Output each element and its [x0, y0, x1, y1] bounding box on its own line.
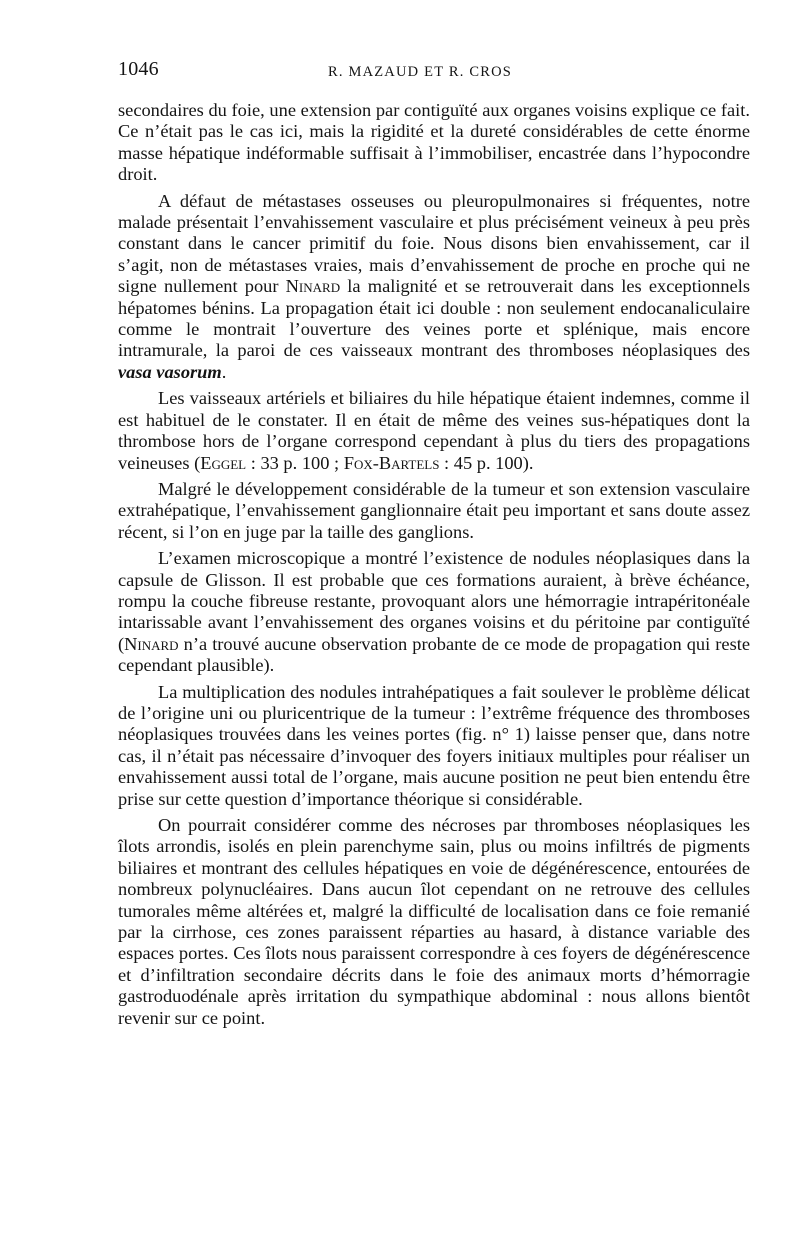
- text-run: : 45 p. 100).: [439, 452, 534, 473]
- paragraph: [118, 479, 750, 543]
- body-text: [118, 100, 750, 1034]
- text-run: secondaires du foie, une extension par contiguïté aux organes voisins explique ce fait. Ce n’était pas le cas ici, mais la rigidité et la dureté considérables de cette énorme masse hépatique indéformable suffisait à l’immobiliser, encastrée dans l’hypocondre droit.: [118, 100, 750, 185]
- text-run: On pourrait considérer comme des nécroses par thromboses néoplasiques les îlots arrondis, isolés en plein parenchyme sain, plus ou moins infiltrés de pigments biliaires et montrant des cellules hépatiques en voie de dégénérescence, entourées de nombreux polynucléaires. Dans aucun îlot cependant on ne retrouve des cellules tumorales même altérées et, malgré la difficulté de localisation dans ce foie remanié par la cirrhose, ces zones paraissent réparties au hasard, à distance variable des espaces portes. Ces îlots nous paraissent correspondre à ces foyers de dégénérescence et d’infiltration secondaire décrits dans le foie des animaux morts d’hémorragie gastroduodénale après irritation du sympathique abdominal : nous allons bientôt revenir sur ce point.: [118, 815, 750, 1028]
- text-run: La multiplication des nodules intrahépatiques a fait soulever le problème délicat de l’origine uni ou pluricentrique de la tumeur : l’extrême fréquence des thromboses néoplasiques trouvées dans les veines portes (fig. n° 1) laisse penser que, dans notre cas, il n’était pas nécessaire d’invoquer des foyers initiaux multiples pour réaliser un envahissement aussi total de l’organe, mais aucune position ne peut bien entendu être prise sur cette question d’importance théorique si considérable.: [118, 681, 750, 809]
- running-head: R. MAZAUD ET R. CROS: [327, 64, 513, 80]
- author-name: Fox-Bartels: [343, 452, 440, 473]
- text-run: n’a trouvé aucune observation probante de ce mode de propagation qui reste cependant plausible).: [118, 633, 750, 676]
- text-run: Les vaisseaux artériels et biliaires du hile hépatique étaient indemnes, comme il est habituel de le constater. Il en était de même des veines sus-hépatiques dont la thrombose hors de l’organe correspond cependant à plus du tiers des propagations veineuses (: [118, 388, 750, 473]
- text-run: : 33 p. 100 ;: [246, 452, 344, 473]
- author-name: Ninard: [124, 633, 179, 654]
- paragraph: [118, 548, 750, 676]
- paragraph: [118, 682, 750, 810]
- paragraph: [118, 815, 750, 1029]
- text-run: Malgré le développement considérable de la tumeur et son extension vasculaire extrahépatique, l’envahissement ganglionnaire était peu important et sans doute assez récent, si l’on en juge par la taille des ganglions.: [118, 478, 750, 542]
- page-number: 1046: [118, 58, 159, 80]
- text-run: la malignité et se retrouverait dans les exceptionnels hépatomes bénins. La propagation était ici double : non seulement endocanaliculaire comme le montrait l’ouverture des veines porte et splénique, mais encore intramurale, la paroi de ces vaisseaux montrant des thromboses néoplasiques des: [118, 276, 750, 361]
- paragraph: [118, 191, 750, 384]
- author-name: Ninard: [285, 276, 341, 297]
- paragraph: [118, 388, 750, 474]
- latin-term: vasa vasorum: [118, 361, 222, 382]
- paragraph: [118, 100, 750, 186]
- author-name: Eggel: [200, 452, 247, 473]
- text-run: A défaut de métastases osseuses ou pleuropulmonaires si fréquentes, notre malade présentait l’envahissement vasculaire et plus précisément veineux à peu près constant dans le cancer primitif du foie. Nous disons bien envahissement, car il s’agit, non de métastases vraies, mais d’envahissement de proche en proche qui ne signe nullement pour: [118, 190, 750, 297]
- text-run: .: [221, 361, 227, 382]
- text-run: L’examen microscopique a montré l’existence de nodules néoplasiques dans la capsule de Glisson. Il est probable que ces formations auraient, à brève échéance, rompu la couche fibreuse restante, provoquant alors une hémorragie intrapéritonéale intarissable avant l’envahissement des organes voisins et du péritoine par contiguïté (: [118, 548, 750, 654]
